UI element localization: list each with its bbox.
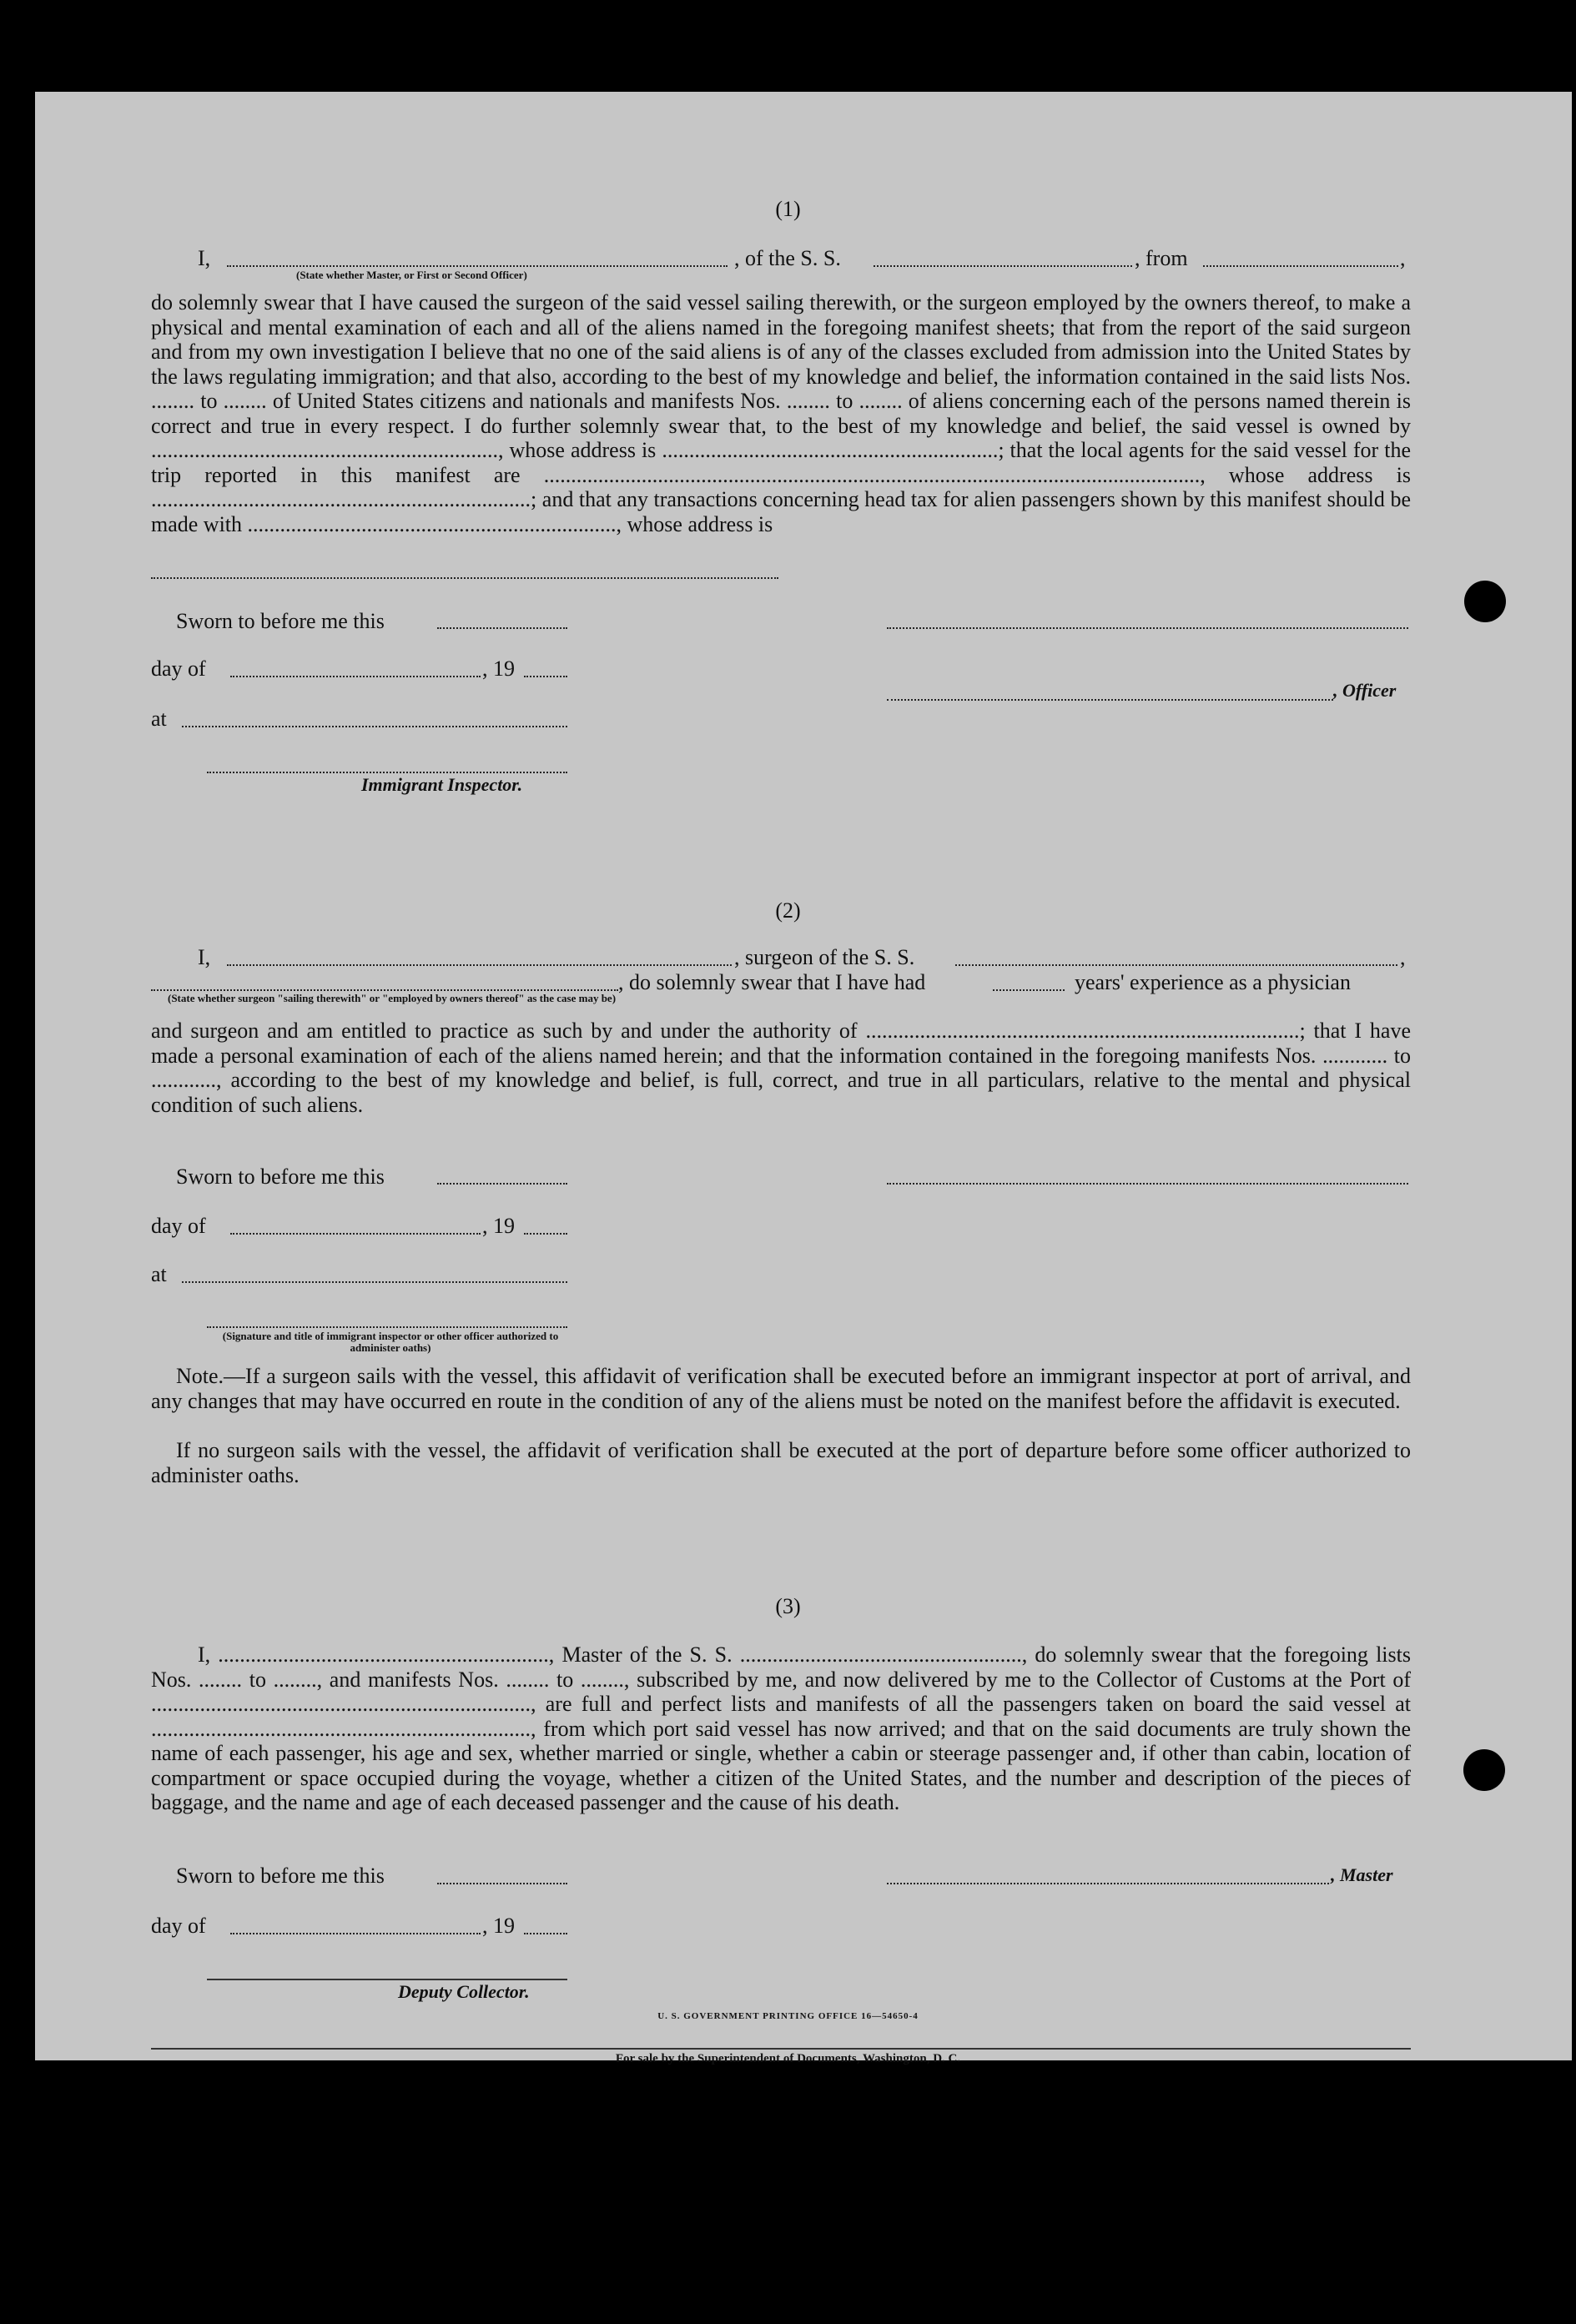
- s1-inspector-title: Immigrant Inspector.: [361, 774, 523, 795]
- punch-hole-lower: [1463, 1749, 1505, 1791]
- s3-collector-signature-line[interactable]: [207, 1979, 567, 1980]
- s2-sworn-day-field[interactable]: [437, 1183, 567, 1185]
- s1-sworn-day-field[interactable]: [437, 627, 567, 629]
- s3-oath-paragraph: I, ............................................................., Master of the S. S. ...................................................., do solemnly swear that the foregoing lists Nos. ........ to ........, and manifests Nos. ........ to ........, subscribed by me, and now delivered by me to the Collector of Customs at the Port of ......................................................................, are full and perfect lists and manifests of all the passengers taken on board the said vessel at ......................................................................, from which port said vessel has now arrived; and that on the said documents are truly shown the name of each passenger, his age and sex, whether married or single, whether a cabin or steerage passenger and, if other than cabin, location of compartment or space occupied during the voyage, whether a citizen of the United States, and the number and description of the pieces of baggage, and the name and age of each deceased passenger and the cause of his death.: [151, 1642, 1411, 1814]
- s2-surgeon-label: , surgeon of the S. S.: [734, 945, 915, 969]
- punch-hole-upper: [1464, 581, 1506, 622]
- s1-at-field[interactable]: [182, 726, 567, 727]
- s3-master-signature-line[interactable]: [887, 1883, 1329, 1884]
- sale-notice: For sale by the Superintendent of Documents, Washington, D. C.: [615, 2052, 961, 2065]
- s3-day-of-label: day of: [151, 1914, 206, 1938]
- gpo-imprint: U. S. GOVERNMENT PRINTING OFFICE 16—54650-4: [657, 2011, 919, 2021]
- s2-status-hint: (State whether surgeon "sailing therewith" or "employed by owners thereof" as the case may be): [168, 992, 617, 1004]
- s1-day-of-label: day of: [151, 656, 206, 681]
- s2-signature-hint: (Signature and title of immigrant inspector or other officer authorized to administer oaths): [222, 1330, 559, 1354]
- s3-master-title: , Master: [1331, 1864, 1393, 1885]
- s2-status-field[interactable]: [151, 989, 618, 991]
- s3-year-field[interactable]: [524, 1933, 567, 1934]
- s1-year-field[interactable]: [524, 676, 567, 677]
- s2-year-label: , 19: [482, 1214, 515, 1238]
- s1-oath-paragraph: do solemnly swear that I have caused the surgeon of the said vessel sailing therewith, or the surgeon employed by the owners thereof, to make a physical and mental examination of each and all of the aliens named in the foregoing manifest sheets; that from the report of the said surgeon and from my own investigation I believe that no one of the said aliens is of any of the classes excluded from admission into the United States by the laws regulating immigration; and that also, according to the best of my knowledge and belief, the information contained in the said lists Nos. ........ to ........ of United States citizens and nationals and manifests Nos. ........ to ........ of aliens concerning each of the persons named therein is correct and true in every respect. I do further solemnly swear that, to the best of my knowledge and belief, the said vessel is owned by ................................................................, whose address is ..............................................................; that the local agents for the said vessel for the trip reported in this manifest are ........................................................................................................................., whose address is ......................................................................; and that any transactions concerning head tax for alien passengers shown by this manifest should be made with ...................................................................., whose address is: [151, 290, 1411, 536]
- s2-note-paragraph: Note.—If a surgeon sails with the vessel, this affidavit of verification shall be executed before an immigrant inspector at port of arrival, and any changes that may have occurred en route in the condition of any of the aliens must be noted on the manifest before the affidavit is executed.: [151, 1364, 1411, 1413]
- s2-year-field[interactable]: [524, 1233, 567, 1235]
- s3-deputy-title: Deputy Collector.: [398, 1981, 530, 2002]
- section-2-number: (2): [775, 898, 801, 923]
- s2-officer-signature-line[interactable]: [207, 1326, 567, 1328]
- s2-years-label: years' experience as a physician: [1075, 970, 1351, 994]
- s1-from-label: , from: [1135, 246, 1188, 270]
- s1-at-label: at: [151, 707, 167, 731]
- s1-year-label: , 19: [482, 656, 515, 681]
- s1-officer-signature-line-2[interactable]: [887, 699, 1333, 701]
- s1-sworn-label: Sworn to before me this: [176, 609, 385, 633]
- s1-vessel-field[interactable]: [874, 265, 1132, 267]
- s1-officer-signature-line-1[interactable]: [887, 627, 1408, 629]
- s2-years-field[interactable]: [993, 989, 1065, 991]
- s2-at-label: at: [151, 1262, 167, 1286]
- s1-officer-hint: (State whether Master, or First or Second Officer): [296, 269, 527, 281]
- s1-officer-title: , Officer: [1333, 680, 1397, 701]
- s2-comma: ,: [1400, 945, 1406, 969]
- s1-i-label: I,: [198, 246, 211, 270]
- s2-i-label: I,: [198, 945, 211, 969]
- s2-surgeon-name-field[interactable]: [227, 964, 732, 966]
- s3-month-field[interactable]: [230, 1933, 481, 1934]
- s2-at-field[interactable]: [182, 1281, 567, 1283]
- footer-rule: [151, 2048, 1411, 2050]
- s1-from-field[interactable]: [1203, 265, 1398, 267]
- s3-sworn-day-field[interactable]: [437, 1883, 567, 1884]
- s1-inspector-signature-line[interactable]: [207, 772, 567, 773]
- s2-sworn-label: Sworn to before me this: [176, 1165, 385, 1189]
- s3-year-label: , 19: [482, 1914, 515, 1938]
- section-3-number: (3): [775, 1594, 801, 1618]
- s2-surgeon-signature-line[interactable]: [887, 1183, 1408, 1185]
- s1-month-field[interactable]: [230, 676, 481, 677]
- s2-day-of-label: day of: [151, 1214, 206, 1238]
- s2-swear-label: , do solemnly swear that I have had: [618, 970, 926, 994]
- s2-note-second-paragraph: If no surgeon sails with the vessel, the affidavit of verification shall be executed at the port of departure before some officer authorized to administer oaths.: [151, 1438, 1411, 1487]
- s3-sworn-label: Sworn to before me this: [176, 1864, 385, 1888]
- s2-month-field[interactable]: [230, 1233, 481, 1235]
- s1-officer-field[interactable]: [227, 265, 728, 267]
- s1-address-continuation[interactable]: [151, 577, 778, 579]
- s1-comma: ,: [1400, 246, 1406, 270]
- section-1-number: (1): [775, 197, 801, 221]
- s1-of-ss-label: , of the S. S.: [734, 246, 841, 270]
- s2-oath-paragraph: and surgeon and am entitled to practice as such by and under the authority of ................................................................................; that I have made a personal examination of each of the aliens named herein; and that the information contained in the foregoing manifests Nos. ............ to ............, according to the best of my knowledge and belief, is full, correct, and true in all particulars, relative to the mental and physical condition of such aliens.: [151, 1019, 1411, 1117]
- s2-vessel-field[interactable]: [955, 964, 1397, 966]
